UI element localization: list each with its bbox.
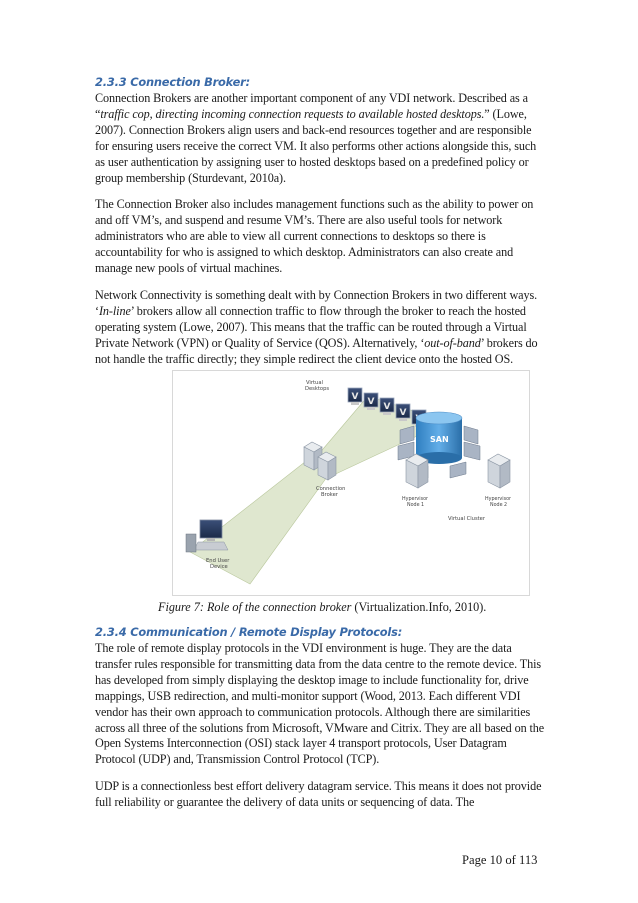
paragraph [95,288,547,368]
paragraph: UDP is a connectionless best effort delivery datagram service. This means it does not provide full reliability or guarantee the delivery of data units or sequencing of data. The [95,779,542,810]
caption-source: (Virtualization.Info, 2010). [351,600,487,614]
vm-letter: V [383,402,391,412]
label-virtual-desktops-2: Desktops [305,386,330,392]
diagram-svg [172,370,530,596]
figure-caption [158,600,518,615]
label-end-user-1: End User [206,558,230,564]
vm-letter: V [399,408,407,418]
text: Connection Brokers are another important component of any VDI network. Described as a “ [95,91,528,121]
label-end-user-2: Device [210,564,228,570]
term-inline: In-line [98,303,131,318]
caption-italic: Figure 7: Role of the connection broker [158,600,352,614]
text: ’ brokers allow all connection traffic to flow through the broker to reach the hosted operating system (Lowe, 2007). This means that the traffic can be routed through a Virtual Private Network (VPN) or Quality of Service (QOS). Alternatively, ‘ [95,303,527,350]
quote-text: traffic cop, directing incoming connection requests to available hosted desktops. [100,106,485,121]
paragraph: The Connection Broker also includes management functions such as the ability to power on and off VM’s, and suspend and resume VM’s. There are also useful tools for network administrators who are able to view all current connections to desktops so there is accountability for who is assigned to which desktop. Administrators can also create and manage new pools of virtual machines. [95,197,534,276]
page-number: Page 10 of 113 [462,853,538,867]
label-hypervisor-2a: Hypervisor [485,497,511,502]
text: Network Connectivity is something dealt with by Connection Brokers in two different ways. ‘ [95,287,538,318]
section-remote-display-protocols [95,624,547,822]
paragraph: The role of remote display protocols in the VDI environment is huge. They are the data transfer rules responsible for transmitting data from the data centre to the remote device. This has developed from simply displaying the desktop image to include functionality for, drive mappings, USB redirection, and multi-monitor support (Wood, 2013. Each different VDI vendor has their own approach to communication protocols. Although there are similarities across all three of the solutions from Microsoft, VMware and Citrix. They are all based on the Open Systems Interconnection (OSI) stack layer 4 transport protocols, User Datagram Protocol (UDP) and, Transmission Control Protocol (TCP). [95,641,545,767]
paragraph [95,91,547,186]
section-connection-broker [95,74,547,379]
hypervisor-node-1-icon [406,454,428,488]
label-hypervisor-2b: Node 2 [490,503,508,508]
text: ” (Lowe, 2007). Connection Brokers align users and back-end resources together and are responsible for ensuring users receive the correct VM. It also performs other actions alongside this, such as user authentication by assigning user to hosted desktops based on a predefined policy or group membership (Sturdevant, 2010a). [95,106,537,185]
section-heading: 2.3.3 Connection Broker: [95,75,250,89]
hypervisor-node-2-icon [488,454,510,488]
term-out-of-band: out-of-band [424,335,481,350]
label-virtual-cluster: Virtual Cluster [448,516,486,522]
label-connection-broker-1: Connection [316,486,346,492]
label-san: SAN [430,435,449,444]
label-hypervisor-1a: Hypervisor [402,497,428,502]
connection-broker-icon [318,452,336,480]
vm-letter: V [351,392,359,402]
label-connection-broker-2: Broker [321,492,338,498]
figure-connection-broker-diagram [172,370,530,596]
section-heading: 2.3.4 Communication / Remote Display Protocols: [95,625,403,639]
label-virtual-desktops-1: Virtual [306,380,323,386]
text: ’ brokers do not handle the traffic directly; they simple redirect the client device onto the hosted OS. [95,335,538,366]
label-hypervisor-1b: Node 1 [407,503,425,508]
vm-letter: V [367,397,375,407]
